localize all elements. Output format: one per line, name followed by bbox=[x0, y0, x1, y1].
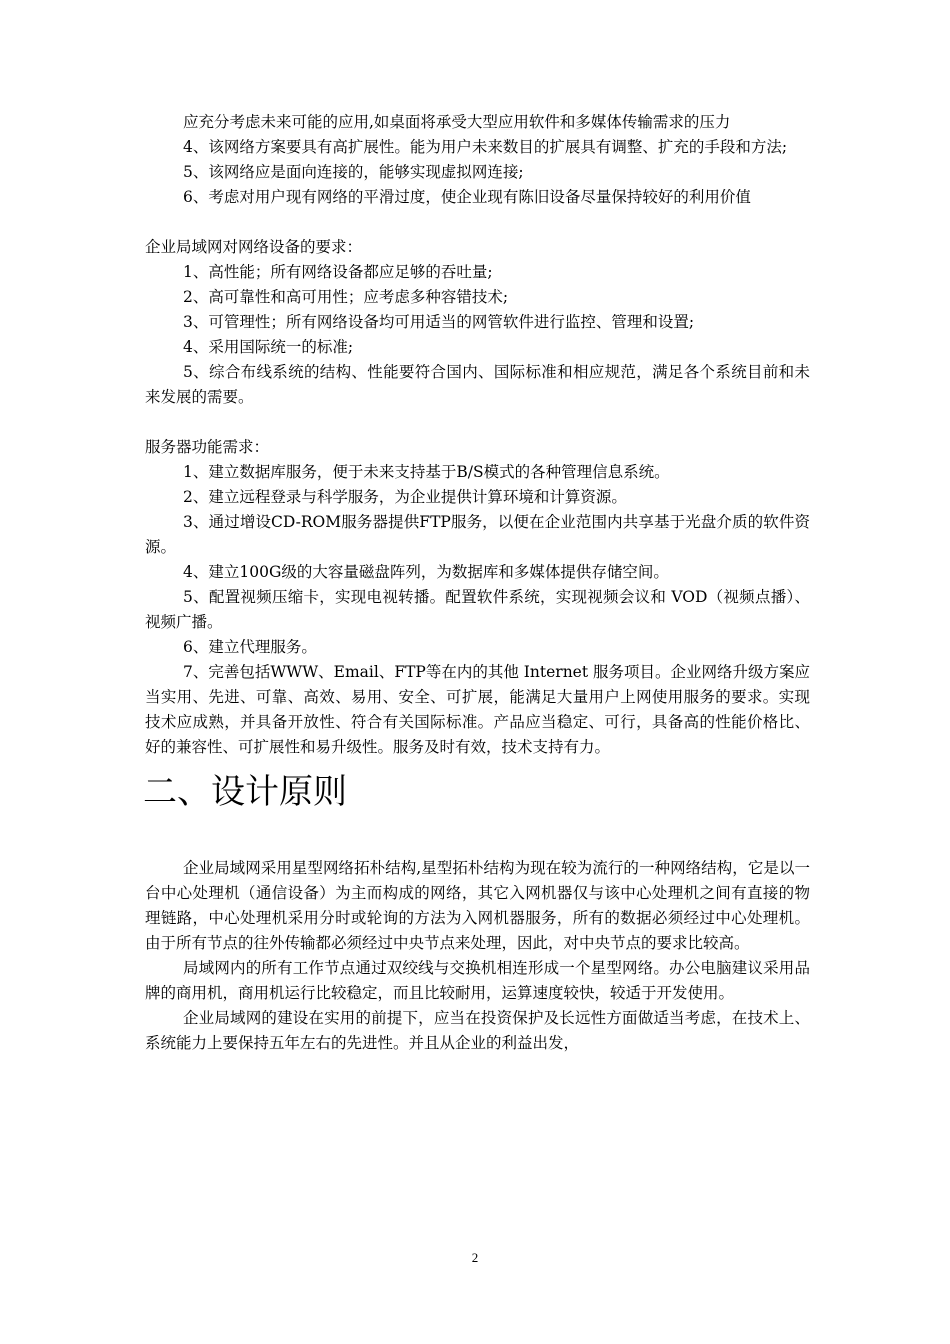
network-device-requirements bbox=[145, 235, 810, 410]
requirements-continued bbox=[145, 110, 810, 210]
list-item: 3、可管理性；所有网络设备均可用适当的网管软件进行监控、管理和设置; bbox=[183, 313, 695, 331]
section-title: 服务器功能需求： bbox=[145, 438, 270, 456]
paragraph: 局域网内的所有工作节点通过双绞线与交换机相连形成一个星型网络。办公电脑建议采用品牌的商用机，商用机运行比较稳定，而且比较耐用，运算速度较快，较适于开发使用。 bbox=[145, 959, 810, 1002]
list-item: 5、综合布线系统的结构、性能要符合国内、国际标准和相应规范，满足各个系统目前和未来发展的需要。 bbox=[145, 363, 810, 406]
list-item: 4、建立100G级的大容量磁盘阵列，为数据库和多媒体提供存储空间。 bbox=[183, 563, 669, 581]
list-item: 2、建立远程登录与科学服务，为企业提供计算环境和计算资源。 bbox=[183, 488, 627, 506]
paragraph: 企业局域网采用星型网络拓朴结构,星型拓朴结构为现在较为流行的一种网络结构，它是以一台中心处理机（通信设备）为主而构成的网络，其它入网机器仅与该中心处理机之间有直接的物理链路，中心处理机采用分时或轮询的方法为入网机器服务，所有的数据必须经过中心处理机。由于所有节点的往外传输都必须经过中央节点来处理，因此，对中央节点的要求比较高。 bbox=[145, 859, 810, 952]
page-number: 2 bbox=[471, 1250, 479, 1265]
list-item: 4、采用国际统一的标准; bbox=[183, 338, 354, 356]
list-item: 3、通过增设CD-ROM服务器提供FTP服务，以便在企业范围内共享基于光盘介质的软件资源。 bbox=[145, 513, 810, 556]
server-requirements bbox=[145, 435, 810, 760]
list-item: 5、该网络应是面向连接的，能够实现虚拟网连接; bbox=[183, 163, 524, 181]
list-item: 5、配置视频压缩卡，实现电视转播。配置软件系统，实现视频会议和 VOD（视频点播）、视频广播。 bbox=[145, 588, 810, 631]
spacer bbox=[145, 210, 810, 235]
spacer bbox=[145, 814, 810, 856]
list-item: 1、建立数据库服务，便于未来支持基于B/S模式的各种管理信息系统。 bbox=[183, 463, 670, 481]
paragraph: 应充分考虑未来可能的应用,如桌面将承受大型应用软件和多媒体传输需求的压力 bbox=[183, 113, 731, 131]
list-item: 6、建立代理服务。 bbox=[183, 638, 317, 656]
list-item: 2、高可靠性和高可用性；应考虑多种容错技术; bbox=[183, 288, 509, 306]
list-item: 7、完善包括WWW、Email、FTP等在内的其他 Internet 服务项目。企业网络升级方案应当实用、先进、可靠、高效、易用、安全、可扩展，能满足大量用户上网使用服务的要求。实现技术应成熟，并具备开放性、符合有关国际标准。产品应当稳定、可行，具备高的性能价格比、好的兼容性、可扩展性和易升级性。服务及时有效，技术支持有力。 bbox=[145, 663, 811, 756]
design-principles-body bbox=[145, 856, 810, 1056]
list-item: 1、高性能；所有网络设备都应足够的吞吐量; bbox=[183, 263, 493, 281]
spacer bbox=[145, 410, 810, 435]
paragraph: 企业局域网的建设在实用的前提下，应当在投资保护及长远性方面做适当考虑，在技术上、系统能力上要保持五年左右的先进性。并且从企业的利益出发， bbox=[145, 1009, 810, 1052]
list-item: 4、该网络方案要具有高扩展性。能为用户未来数目的扩展具有调整、扩充的手段和方法; bbox=[183, 138, 788, 156]
list-item: 6、考虑对用户现有网络的平滑过度，使企业现有陈旧设备尽量保持较好的利用价值 bbox=[183, 188, 751, 206]
section-heading: 二、设计原则 bbox=[143, 772, 347, 812]
section-title: 企业局域网对网络设备的要求： bbox=[145, 238, 363, 256]
document-page bbox=[145, 110, 810, 1056]
